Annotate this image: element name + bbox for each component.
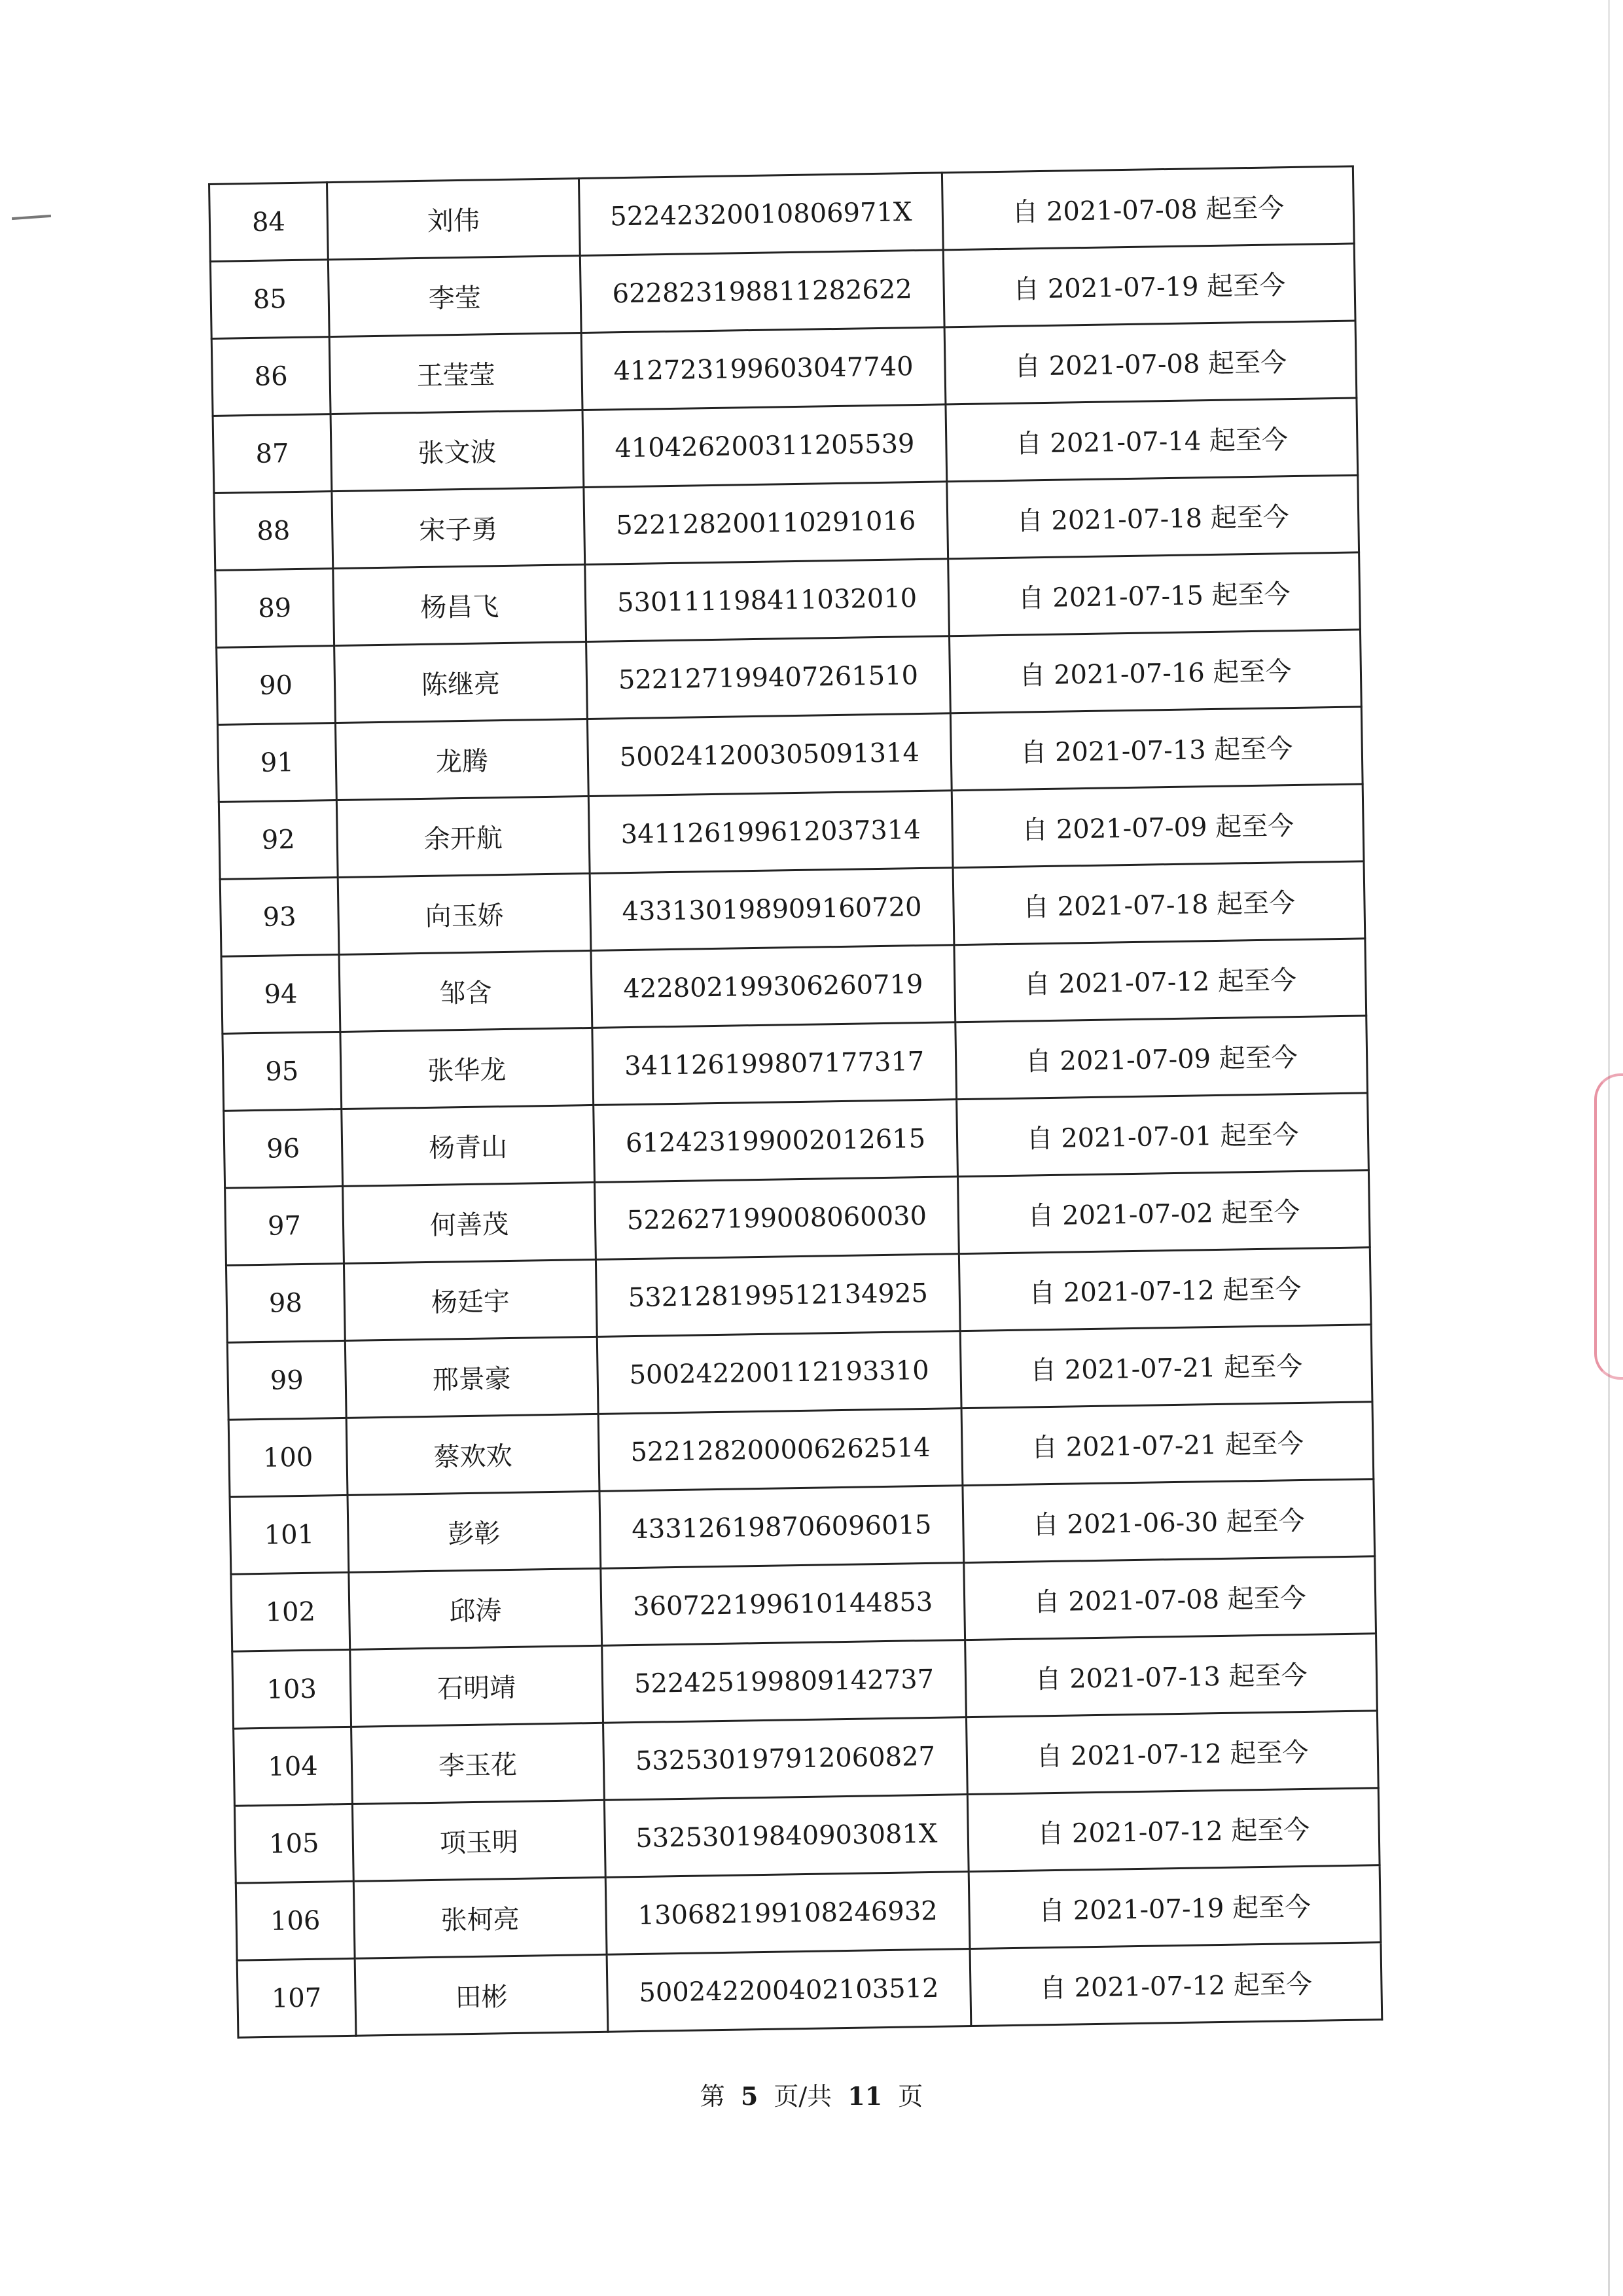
row-number-cell: 98 (226, 1263, 345, 1342)
row-number-cell: 92 (219, 800, 338, 880)
person-name-cell: 田彬 (355, 1954, 608, 2036)
person-name-cell: 张柯亮 (353, 1877, 607, 1958)
start-date-cell: 自 2021-07-01 起至今 (957, 1093, 1369, 1177)
person-name-cell: 陈继亮 (334, 642, 588, 723)
start-date-cell: 自 2021-07-13 起至今 (950, 707, 1363, 791)
row-number-cell: 100 (228, 1418, 348, 1497)
row-number-cell: 86 (211, 337, 330, 416)
total-page-count: 11 (847, 2081, 883, 2111)
row-number-cell: 84 (209, 183, 329, 262)
person-name-cell: 何善茂 (343, 1182, 596, 1263)
person-name-cell: 项玉明 (352, 1800, 605, 1881)
id-number-cell: 53253019840903081X (604, 1795, 969, 1878)
start-date-cell: 自 2021-07-18 起至今 (953, 861, 1365, 945)
row-number-cell: 95 (223, 1031, 342, 1111)
person-name-cell: 彭彰 (348, 1491, 601, 1572)
person-name-cell: 邢景豪 (345, 1336, 598, 1418)
row-number-cell: 90 (217, 646, 336, 725)
start-date-cell: 自 2021-07-09 起至今 (955, 1016, 1368, 1100)
start-date-cell: 自 2021-07-19 起至今 (969, 1865, 1381, 1949)
footer-suffix: 页 (898, 2082, 923, 2111)
id-number-cell: 360722199610144853 (601, 1563, 965, 1646)
id-number-cell: 341126199807177317 (592, 1022, 957, 1105)
start-date-cell: 自 2021-07-18 起至今 (947, 475, 1359, 559)
id-number-cell: 500242200112193310 (597, 1331, 961, 1414)
id-number-cell: 532128199512134925 (596, 1254, 960, 1337)
person-name-cell: 杨廷宇 (344, 1259, 597, 1340)
id-number-cell: 532530197912060827 (603, 1717, 968, 1801)
person-name-cell: 蔡欢欢 (346, 1414, 599, 1495)
id-number-cell: 530111198411032010 (585, 559, 950, 642)
id-number-cell: 522128200006262514 (598, 1408, 963, 1492)
id-number-cell: 412723199603047740 (581, 327, 946, 410)
row-number-cell: 89 (215, 569, 334, 648)
row-number-cell: 91 (217, 723, 336, 802)
person-name-cell: 杨昌飞 (333, 565, 586, 646)
start-date-cell: 自 2021-07-16 起至今 (950, 630, 1362, 713)
id-number-cell: 500241200305091314 (587, 713, 952, 797)
row-number-cell: 97 (225, 1186, 344, 1265)
person-name-cell: 石明靖 (350, 1645, 603, 1727)
row-number-cell: 87 (213, 414, 332, 493)
row-number-cell: 101 (230, 1495, 349, 1574)
roster-table-container (208, 165, 1415, 2039)
id-number-cell: 341126199612037314 (588, 791, 953, 874)
start-date-cell: 自 2021-07-21 起至今 (961, 1402, 1374, 1486)
row-number-cell: 104 (234, 1727, 353, 1806)
person-name-cell: 李莹 (328, 256, 581, 337)
current-page-number: 5 (740, 2081, 758, 2111)
id-number-cell: 433130198909160720 (590, 868, 954, 951)
roster-table (208, 165, 1383, 2038)
start-date-cell: 自 2021-07-12 起至今 (967, 1788, 1380, 1872)
start-date-cell: 自 2021-07-19 起至今 (943, 243, 1355, 327)
start-date-cell: 自 2021-07-08 起至今 (964, 1556, 1376, 1640)
person-name-cell: 李玉花 (351, 1723, 605, 1804)
row-number-cell: 105 (234, 1804, 353, 1883)
person-name-cell: 余开航 (336, 796, 590, 877)
row-number-cell: 96 (224, 1109, 343, 1188)
row-number-cell: 102 (231, 1572, 350, 1651)
person-name-cell: 邹含 (339, 950, 592, 1031)
id-number-cell: 422802199306260719 (591, 945, 955, 1028)
id-number-cell: 522127199407261510 (586, 636, 951, 719)
start-date-cell: 自 2021-07-15 起至今 (948, 552, 1361, 636)
id-number-cell: 500242200402103512 (607, 1949, 971, 2032)
start-date-cell: 自 2021-07-12 起至今 (970, 1943, 1382, 2026)
id-number-cell: 612423199002012615 (594, 1100, 958, 1183)
row-number-cell: 106 (236, 1881, 355, 1960)
person-name-cell: 杨青山 (342, 1105, 595, 1186)
person-name-cell: 宋子勇 (332, 488, 585, 569)
row-number-cell: 85 (210, 260, 329, 339)
start-date-cell: 自 2021-07-12 起至今 (966, 1711, 1378, 1795)
start-date-cell: 自 2021-07-12 起至今 (954, 939, 1366, 1022)
id-number-cell: 433126198706096015 (599, 1486, 964, 1569)
row-number-cell: 107 (237, 1958, 356, 2037)
start-date-cell: 自 2021-07-14 起至今 (946, 398, 1358, 482)
person-name-cell: 向玉娇 (338, 873, 591, 954)
start-date-cell: 自 2021-06-30 起至今 (963, 1479, 1375, 1563)
id-number-cell: 130682199108246932 (605, 1872, 970, 1955)
id-number-cell: 522425199809142737 (602, 1640, 967, 1723)
id-number-cell: 622823198811282622 (580, 250, 944, 333)
roster-table-body (209, 166, 1382, 2037)
start-date-cell: 自 2021-07-13 起至今 (965, 1634, 1378, 1717)
id-number-cell: 52242320010806971X (579, 173, 943, 256)
id-number-cell: 410426200311205539 (582, 404, 947, 488)
seal-stamp-fragment (1594, 1073, 1623, 1380)
row-number-cell: 88 (214, 492, 333, 571)
row-number-cell: 93 (220, 878, 339, 957)
page-number-footer (0, 2076, 1623, 2112)
scan-artifact (12, 215, 51, 220)
start-date-cell: 自 2021-07-21 起至今 (960, 1325, 1372, 1408)
row-number-cell: 94 (221, 955, 340, 1034)
row-number-cell: 99 (227, 1340, 346, 1420)
start-date-cell: 自 2021-07-12 起至今 (959, 1247, 1371, 1331)
row-number-cell: 103 (232, 1649, 351, 1729)
id-number-cell: 522627199008060030 (595, 1177, 959, 1260)
footer-middle: 页/共 (774, 2082, 832, 2111)
person-name-cell: 张文波 (330, 410, 584, 492)
start-date-cell: 自 2021-07-08 起至今 (942, 166, 1354, 250)
start-date-cell: 自 2021-07-08 起至今 (944, 321, 1357, 404)
start-date-cell: 自 2021-07-09 起至今 (952, 784, 1364, 868)
id-number-cell: 522128200110291016 (584, 482, 948, 565)
person-name-cell: 龙腾 (335, 719, 588, 800)
person-name-cell: 邱涛 (349, 1568, 602, 1649)
person-name-cell: 张华龙 (340, 1028, 594, 1109)
person-name-cell: 刘伟 (327, 179, 580, 260)
start-date-cell: 自 2021-07-02 起至今 (957, 1170, 1370, 1254)
person-name-cell: 王莹莹 (329, 333, 582, 414)
footer-prefix: 第 (700, 2082, 725, 2111)
